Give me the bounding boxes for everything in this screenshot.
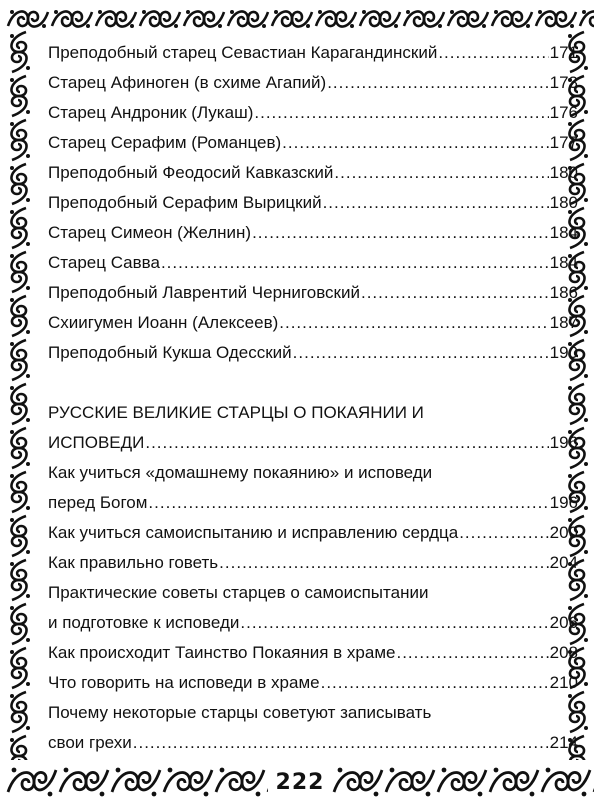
toc-entry <box>48 638 578 668</box>
toc-entry-title-line2: свои грехи <box>48 733 132 752</box>
toc-entry-page: 210 <box>549 673 578 692</box>
toc-entry <box>48 338 578 368</box>
dot-leader <box>327 68 548 98</box>
dot-leader <box>334 158 548 188</box>
dot-leader <box>240 608 548 638</box>
dot-leader <box>282 128 548 158</box>
dot-leader <box>254 98 548 128</box>
toc-entry <box>48 698 578 758</box>
toc-entry-title: Преподобный Феодосий Кавказский <box>48 163 334 182</box>
toc-entry <box>48 458 578 518</box>
toc-entry-title-line1: Как учиться «домашнему покаянию» и исповеди <box>48 463 433 482</box>
dot-leader <box>438 38 548 68</box>
toc-entry-title: Что говорить на исповеди в храме <box>48 673 320 692</box>
page-number: 222 <box>275 770 325 795</box>
toc-entry-page: 196 <box>549 493 578 512</box>
toc-entry <box>48 578 578 638</box>
toc-entry-page: 187 <box>549 313 578 332</box>
toc-entry-page: 200 <box>549 523 578 542</box>
toc-entry <box>48 98 578 128</box>
dot-leader <box>148 488 548 518</box>
toc-entry-title: Старец Серафим (Романцев) <box>48 133 282 152</box>
toc-entry-title: Преподобный Кукша Одесский <box>48 343 292 362</box>
dot-leader <box>361 278 549 308</box>
toc-entry-page: 190 <box>549 343 578 362</box>
toc-entry-page: 196 <box>549 433 578 452</box>
toc-entry-title: Как правильно говеть <box>48 553 219 572</box>
toc-entry-page: 177 <box>549 133 578 152</box>
toc-entry <box>48 308 578 338</box>
toc-entry-title: Преподобный Лаврентий Черниговский <box>48 283 360 302</box>
ornamental-border-left <box>4 30 38 760</box>
toc-entry-page: 206 <box>549 613 578 632</box>
toc-entry-page: 184 <box>549 253 578 272</box>
toc-entry <box>48 248 578 278</box>
ornamental-border-top <box>6 4 594 34</box>
toc-entry-title: Как происходит Таинство Покаяния в храме <box>48 643 396 662</box>
dot-leader <box>133 728 549 758</box>
dot-leader <box>459 518 548 548</box>
toc-entry <box>48 38 578 68</box>
dot-leader <box>293 338 549 368</box>
toc-entry <box>48 668 578 698</box>
toc-entry-title: Старец Афиноген (в схиме Агапий) <box>48 73 327 92</box>
toc-entry-page: 171 <box>549 43 578 62</box>
section-heading-line1: РУССКИЕ ВЕЛИКИЕ СТАРЦЫ О ПОКАЯНИИ И <box>48 403 424 422</box>
toc-section-heading <box>48 398 578 458</box>
toc-entry-page: 173 <box>549 73 578 92</box>
toc-entry <box>48 158 578 188</box>
dot-leader <box>396 638 548 668</box>
dot-leader <box>161 248 549 278</box>
section-spacer <box>48 368 578 398</box>
dot-leader <box>279 308 548 338</box>
dot-leader <box>145 428 548 458</box>
toc-entry-title: Старец Андроник (Лукаш) <box>48 103 254 122</box>
dot-leader <box>219 548 548 578</box>
dot-leader <box>321 668 549 698</box>
toc-entry-title: Как учиться самоиспытанию и исправлению сердца <box>48 523 459 542</box>
toc-entry-title: Старец Симеон (Желнин) <box>48 223 252 242</box>
table-of-contents <box>48 38 578 758</box>
toc-entry-page: 184 <box>549 223 578 242</box>
toc-entry <box>48 278 578 308</box>
toc-entry-title: Преподобный старец Севастиан Карагандинский <box>48 43 438 62</box>
toc-entry <box>48 68 578 98</box>
toc-entry-title-line2: перед Богом <box>48 493 148 512</box>
toc-entry-page: 204 <box>549 553 578 572</box>
toc-entry-page: 180 <box>549 163 578 182</box>
toc-entry <box>48 218 578 248</box>
toc-entry-title-line2: и подготовке к исповеди <box>48 613 240 632</box>
toc-entry-title: Преподобный Серафим Вырицкий <box>48 193 322 212</box>
toc-entry-title-line1: Почему некоторые старцы советуют записывать <box>48 703 432 722</box>
toc-entry-page: 186 <box>549 283 578 302</box>
toc-entry-page: 180 <box>549 193 578 212</box>
toc-entry-title-line1: Практические советы старцев о самоиспытании <box>48 583 429 602</box>
dot-leader <box>323 188 549 218</box>
toc-entry <box>48 518 578 548</box>
toc-entry-title: Схиигумен Иоанн (Алексеев) <box>48 313 279 332</box>
toc-entry <box>48 548 578 578</box>
toc-entry-page: 208 <box>549 643 578 662</box>
toc-entry-title: Старец Савва <box>48 253 160 272</box>
toc-entry-page: 176 <box>549 103 578 122</box>
section-heading-line2: ИСПОВЕДИ <box>48 433 145 452</box>
toc-entry <box>48 188 578 218</box>
toc-entry <box>48 128 578 158</box>
dot-leader <box>252 218 549 248</box>
toc-entry-page: 214 <box>549 733 578 752</box>
